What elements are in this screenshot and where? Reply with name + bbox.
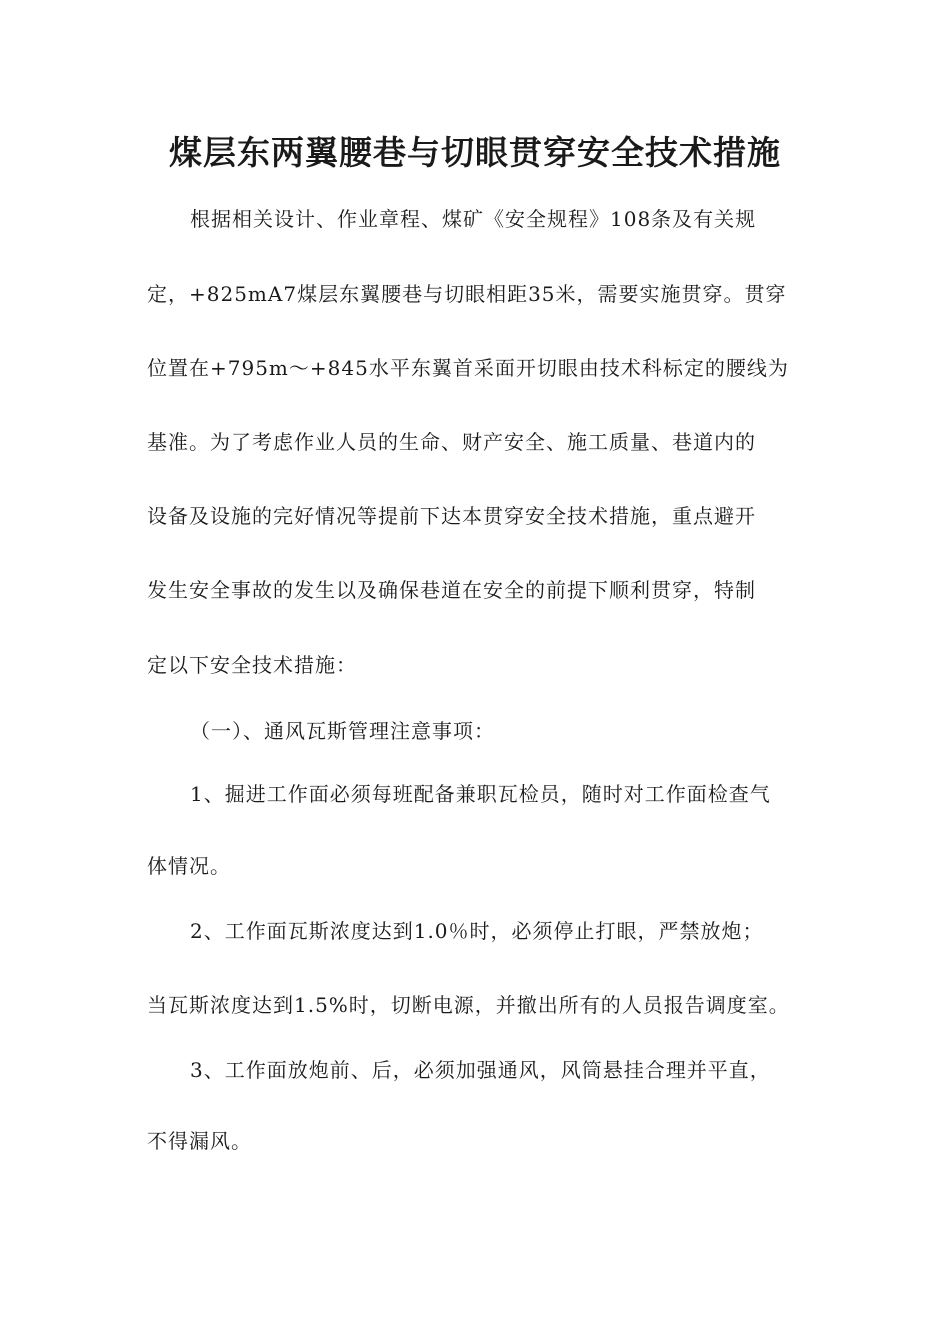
intro-line-4: 基准。为了考虑作业人员的生命、财产安全、施工质量、巷道内的 [147,430,756,454]
intro-line-2: 定，+825mA7煤层东翼腰巷与切眼相距35米，需要实施贯穿。贯穿 [147,282,787,306]
document-title: 煤层东两翼腰巷与切眼贯穿安全技术措施 [169,133,781,172]
intro-line-3: 位置在+795m～+845水平东翼首采面开切眼由技术科标定的腰线为 [147,356,789,380]
item-3-line-1: 3、工作面放炮前、后，必须加强通风，风筒悬挂合理并平直， [190,1058,771,1082]
intro-line-6: 发生安全事故的发生以及确保巷道在安全的前提下顺利贯穿，特制 [147,578,756,602]
item-1-line-2: 体情况。 [147,854,231,878]
item-2-line-2: 当瓦斯浓度达到1.5%时，切断电源，并撤出所有的人员报告调度室。 [147,993,790,1017]
intro-line-5: 设备及设施的完好情况等提前下达本贯穿安全技术措施，重点避开 [147,504,756,528]
item-3-line-2: 不得漏风。 [147,1129,252,1153]
item-1-line-1: 1、掘进工作面必须每班配备兼职瓦检员，随时对工作面检查气 [190,782,771,806]
item-2-line-1: 2、工作面瓦斯浓度达到1.0％时，必须停止打眼，严禁放炮； [190,919,764,943]
section-heading: （一）、通风瓦斯管理注意事项： [190,719,495,743]
intro-line-7: 定以下安全技术措施： [147,653,357,677]
intro-line-1: 根据相关设计、作业章程、煤矿《安全规程》108条及有关规 [190,207,757,231]
